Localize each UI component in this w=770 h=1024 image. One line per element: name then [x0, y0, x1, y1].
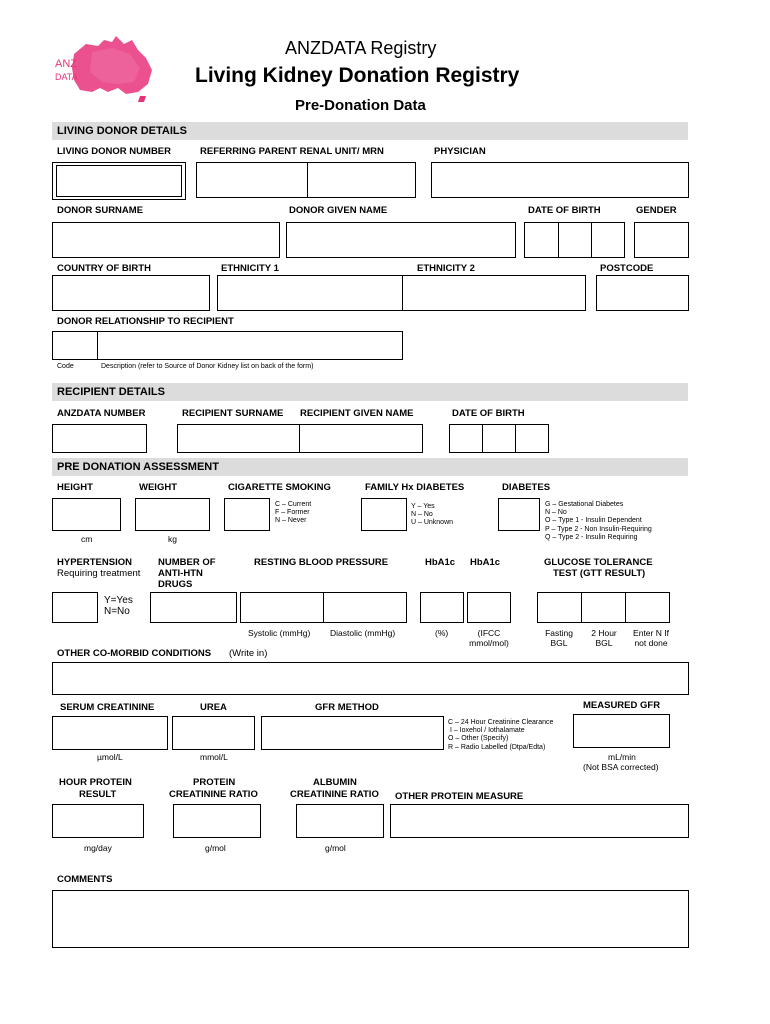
label-urea: UREA: [200, 702, 227, 713]
label-comorbid: OTHER CO-MORBID CONDITIONS: [57, 648, 212, 659]
pcr-field[interactable]: [173, 804, 261, 838]
other-protein-field[interactable]: [390, 804, 689, 838]
label-recipient-surname: RECIPIENT SURNAME: [182, 408, 284, 419]
label-donor-number: LIVING DONOR NUMBER: [57, 146, 171, 157]
anti-htn-drugs-field[interactable]: [150, 592, 237, 623]
comments-field[interactable]: [52, 890, 689, 948]
hour-protein-field[interactable]: [52, 804, 144, 838]
serum-creatinine-field[interactable]: [52, 716, 168, 750]
country-birth-field[interactable]: [52, 275, 210, 311]
ethnicity-2-field[interactable]: [402, 275, 586, 311]
label-serum-creatinine: SERUM CREATININE: [60, 702, 155, 713]
label-donor-given: DONOR GIVEN NAME: [289, 205, 388, 216]
measured-gfr-field[interactable]: [573, 714, 670, 748]
unit-mlmin: mL/min: [608, 752, 636, 762]
caption-2hour: 2 Hour BGL: [591, 628, 617, 648]
unit-cm: cm: [81, 534, 93, 544]
logo-text-data: DATA: [55, 72, 78, 82]
section-recipient-details: RECIPIENT DETAILS: [52, 383, 688, 401]
recipient-dob-year[interactable]: [515, 424, 549, 453]
hba1c-ifcc-field[interactable]: [467, 592, 511, 623]
relationship-desc-field[interactable]: [97, 331, 403, 360]
systolic-field[interactable]: [240, 592, 324, 623]
label-gender: GENDER: [636, 205, 677, 216]
label-pcr-2: CREATININE RATIO: [169, 789, 258, 800]
label-diabetes: DIABETES: [502, 482, 551, 493]
diabetes-field[interactable]: [498, 498, 540, 531]
postcode-field[interactable]: [596, 275, 689, 311]
caption-ifcc: (IFCC mmol/mol): [469, 628, 509, 648]
label-donor-surname: DONOR SURNAME: [57, 205, 144, 216]
section-donor-details: LIVING DONOR DETAILS: [52, 122, 688, 140]
label-comments: COMMENTS: [57, 874, 113, 885]
gtt-fasting-field[interactable]: [537, 592, 582, 623]
hypertension-field[interactable]: [52, 592, 98, 623]
smoking-field[interactable]: [224, 498, 270, 531]
org-name: ANZDATA Registry: [285, 38, 437, 58]
weight-field[interactable]: [135, 498, 210, 531]
label-recipient-dob: DATE OF BIRTH: [452, 408, 525, 419]
recipient-dob-day[interactable]: [449, 424, 483, 453]
label-hba1c-ifcc: HbA1c: [470, 557, 501, 568]
gtt-not-done-field[interactable]: [625, 592, 670, 623]
unit-gmol-acr: g/mol: [325, 843, 346, 853]
acr-field[interactable]: [296, 804, 384, 838]
caption-pct: (%): [435, 628, 449, 638]
label-ethnicity-2: ETHNICITY 2: [417, 263, 475, 274]
unit-not-bsa: (Not BSA corrected): [583, 762, 659, 772]
label-relationship: DONOR RELATIONSHIP TO RECIPIENT: [57, 316, 234, 327]
gfr-method-options: C – 24 Hour Creatinine Clearance I – Ioxehol / Iothalamate O – Other (Specify) R – Radio Labelled (Dtpa/Edta): [448, 719, 554, 751]
donor-dob-day[interactable]: [524, 222, 559, 258]
label-pcr-1: PROTEIN: [193, 777, 236, 788]
gender-field[interactable]: [634, 222, 689, 258]
label-hour-protein-2: RESULT: [79, 789, 117, 800]
family-diabetes-options: Y – Yes N – No U – Unknown: [411, 503, 454, 527]
label-gtt-1: GLUCOSE TOLERANCE: [544, 557, 653, 568]
label-recipient-given: RECIPIENT GIVEN NAME: [300, 408, 414, 419]
donor-surname-field[interactable]: [52, 222, 280, 258]
form-subtitle: Pre-Donation Data: [295, 97, 426, 114]
caption-diastolic: Diastolic (mmHg): [330, 628, 396, 638]
donor-given-field[interactable]: [286, 222, 516, 258]
section-assessment: PRE DONATION ASSESSMENT: [52, 458, 688, 476]
unit-mmol: mmol/L: [200, 752, 228, 762]
label-smoking: CIGARETTE SMOKING: [228, 482, 331, 493]
form-title: Living Kidney Donation Registry: [195, 64, 520, 87]
label-acr-1: ALBUMIN: [313, 777, 357, 788]
diabetes-options: G – Gestational Diabetes N – No O – Type 1 - Insulin Dependent P – Type 2 - Non Insulin-Requiring Q – Type 2 - Insulin Requiring: [545, 501, 652, 541]
relationship-desc-caption: Description (refer to Source of Donor Kidney list on back of the form): [101, 363, 314, 370]
label-hypertension-sub: Requiring treatment: [57, 568, 141, 579]
label-gfr-method: GFR METHOD: [315, 702, 379, 713]
donor-dob-year[interactable]: [591, 222, 625, 258]
donor-dob-month[interactable]: [558, 222, 592, 258]
label-write-in: (Write in): [229, 648, 268, 659]
label-donor-dob: DATE OF BIRTH: [528, 205, 601, 216]
label-hba1c-pct: HbA1c: [425, 557, 456, 568]
recipient-dob-month[interactable]: [482, 424, 516, 453]
label-postcode: POSTCODE: [600, 263, 654, 274]
label-num-anti-2: ANTI-HTN: [158, 568, 203, 579]
unit-mgday: mg/day: [84, 843, 112, 853]
relationship-code-field[interactable]: [52, 331, 98, 360]
label-hour-protein-1: HOUR PROTEIN: [59, 777, 132, 788]
caption-fasting: Fasting BGL: [545, 628, 573, 648]
ethnicity-1-field[interactable]: [217, 275, 403, 311]
donor-number-field[interactable]: [56, 165, 182, 197]
label-referring-unit: REFERRING PARENT RENAL UNIT/ MRN: [200, 146, 384, 157]
unit-gmol-pcr: g/mol: [205, 843, 226, 853]
height-field[interactable]: [52, 498, 121, 531]
label-measured-gfr: MEASURED GFR: [583, 700, 661, 711]
hba1c-pct-field[interactable]: [420, 592, 464, 623]
urea-field[interactable]: [172, 716, 255, 750]
label-num-anti-3: DRUGS: [158, 579, 193, 590]
caption-not-done: Enter N If not done: [633, 628, 669, 648]
smoking-options: C – Current F – Former N – Never: [275, 501, 312, 525]
comorbid-field[interactable]: [52, 662, 689, 695]
label-blood-pressure: RESTING BLOOD PRESSURE: [254, 557, 389, 568]
label-weight: WEIGHT: [139, 482, 177, 493]
label-height: HEIGHT: [57, 482, 93, 493]
label-other-protein: OTHER PROTEIN MEASURE: [395, 791, 524, 802]
caption-systolic: Systolic (mmHg): [248, 628, 311, 638]
relationship-code-caption: Code: [57, 363, 74, 370]
label-num-anti-1: NUMBER OF: [158, 557, 216, 568]
recipient-given-field[interactable]: [299, 424, 423, 453]
anzdata-number-field[interactable]: [52, 424, 147, 453]
anzdata-logo: [52, 32, 160, 104]
label-anzdata-number: ANZDATA NUMBER: [57, 408, 146, 419]
recipient-surname-field[interactable]: [177, 424, 300, 453]
hypertension-options: Y=Yes N=No: [104, 595, 133, 617]
label-ethnicity-1: ETHNICITY 1: [221, 263, 279, 274]
label-hypertension: HYPERTENSION: [57, 557, 132, 568]
label-country-birth: COUNTRY OF BIRTH: [57, 263, 151, 274]
unit-umol: µmol/L: [97, 752, 123, 762]
label-acr-2: CREATININE RATIO: [290, 789, 379, 800]
gtt-2hour-field[interactable]: [581, 592, 626, 623]
family-diabetes-field[interactable]: [361, 498, 407, 531]
label-family-diabetes: FAMILY Hx DIABETES: [365, 482, 465, 493]
logo-text-anz: ANZ: [55, 58, 77, 70]
diastolic-field[interactable]: [323, 592, 407, 623]
unit-kg: kg: [168, 534, 177, 544]
mrn-field[interactable]: [307, 162, 416, 198]
physician-field[interactable]: [431, 162, 689, 198]
gfr-method-field[interactable]: [261, 716, 444, 750]
referring-unit-field[interactable]: [196, 162, 308, 198]
label-physician: PHYSICIAN: [434, 146, 486, 157]
label-gtt-2: TEST (GTT RESULT): [553, 568, 646, 579]
